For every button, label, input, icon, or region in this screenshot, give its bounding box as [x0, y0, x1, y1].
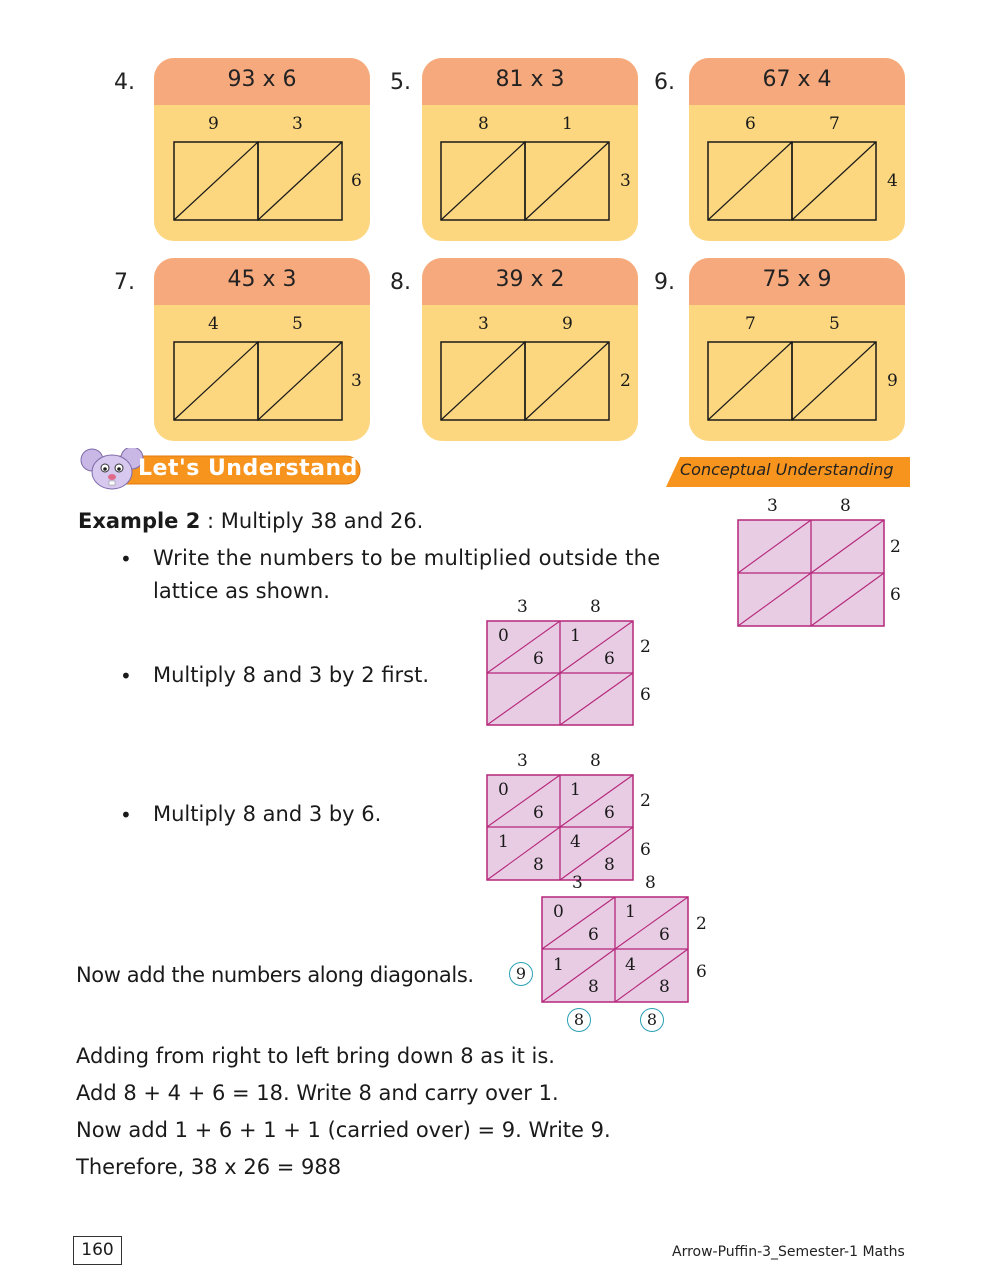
problem-number: 5.	[390, 70, 411, 95]
explanation-line: Adding from right to left bring down 8 as it is.	[76, 1044, 555, 1068]
lattice-side-digit: 2	[640, 791, 651, 811]
digit-top: 5	[292, 314, 303, 334]
problem-title: 81 x 3	[422, 58, 638, 105]
digit-top: 7	[745, 314, 756, 334]
lattice-top-digit: 3	[767, 496, 778, 516]
lattice-side-digit: 2	[890, 537, 901, 557]
problem-title: 45 x 3	[154, 258, 370, 305]
digit-top: 9	[208, 114, 219, 134]
cell-ones: 8	[533, 855, 544, 875]
digit-top: 7	[829, 114, 840, 134]
empty-lattice	[173, 341, 344, 421]
bullet-text: Multiply 8 and 3 by 2 first.	[153, 663, 430, 687]
problem-number: 6.	[654, 70, 675, 95]
bullet-dot: •	[120, 664, 132, 688]
problem-number: 7.	[114, 270, 135, 295]
lattice-side-digit: 6	[890, 585, 901, 605]
cell-tens: 4	[625, 955, 636, 975]
empty-lattice	[707, 141, 878, 221]
digit-top: 8	[478, 114, 489, 134]
lattice-top-digit: 8	[840, 496, 851, 516]
digit-side: 3	[351, 371, 362, 391]
example-heading	[78, 509, 423, 533]
result-digit-circle: 9	[509, 962, 533, 986]
result-digit-circle: 8	[640, 1008, 664, 1032]
problem-title: 39 x 2	[422, 258, 638, 305]
lattice-side-digit: 6	[696, 962, 707, 982]
example-label: Example 2	[78, 509, 201, 533]
cell-ones: 6	[659, 925, 670, 945]
lattice-top-digit: 3	[572, 873, 583, 893]
cell-tens: 0	[553, 902, 564, 922]
cell-tens: 1	[553, 955, 564, 975]
digit-top: 3	[292, 114, 303, 134]
explanation-line: Add 8 + 4 + 6 = 18. Write 8 and carry over 1.	[76, 1081, 559, 1105]
cell-tens: 0	[498, 780, 509, 800]
cell-ones: 8	[588, 977, 599, 997]
bullet-dot: •	[120, 803, 132, 827]
cell-ones: 6	[533, 803, 544, 823]
digit-side: 6	[351, 171, 362, 191]
digit-side: 2	[620, 371, 631, 391]
digit-top: 3	[478, 314, 489, 334]
bullet-text: Write the numbers to be multiplied outside the	[153, 546, 661, 570]
digit-side: 9	[887, 371, 898, 391]
cell-ones: 8	[659, 977, 670, 997]
digit-top: 1	[562, 114, 573, 134]
digit-top: 6	[745, 114, 756, 134]
problem-title: 93 x 6	[154, 58, 370, 105]
bullet-text: lattice as shown.	[153, 579, 330, 603]
problem-title: 75 x 9	[689, 258, 905, 305]
banner-title: Let's Understand	[138, 456, 358, 481]
page-number: 160	[73, 1236, 122, 1265]
digit-top: 4	[208, 314, 219, 334]
cell-tens: 1	[498, 832, 509, 852]
problem-title: 67 x 4	[689, 58, 905, 105]
digit-side: 3	[620, 171, 631, 191]
explanation-line: Now add 1 + 6 + 1 + 1 (carried over) = 9. Write 9.	[76, 1118, 611, 1142]
cell-tens: 1	[625, 902, 636, 922]
problem-number: 8.	[390, 270, 411, 295]
digit-side: 4	[887, 171, 898, 191]
cell-tens: 4	[570, 832, 581, 852]
example-separator: :	[200, 509, 221, 533]
lattice-side-digit: 2	[640, 637, 651, 657]
lattice-top-digit: 8	[590, 597, 601, 617]
lattice-top-digit: 3	[517, 751, 528, 771]
result-digit-circle: 8	[567, 1008, 591, 1032]
digit-top: 5	[829, 314, 840, 334]
lattice-grid	[737, 519, 885, 627]
tag-label: Conceptual Understanding	[680, 460, 894, 479]
bullet-dot: •	[120, 547, 132, 571]
lattice-side-digit: 6	[640, 840, 651, 860]
lattice-top-digit: 3	[517, 597, 528, 617]
empty-lattice	[440, 341, 611, 421]
cell-ones: 6	[604, 649, 615, 669]
cell-ones: 6	[604, 803, 615, 823]
cell-tens: 0	[498, 626, 509, 646]
cell-tens: 1	[570, 780, 581, 800]
bullet-text: Multiply 8 and 3 by 6.	[153, 802, 382, 826]
problem-number: 9.	[654, 270, 675, 295]
example-question: Multiply 38 and 26.	[220, 509, 424, 533]
cell-ones: 6	[588, 925, 599, 945]
lattice-top-digit: 8	[590, 751, 601, 771]
problem-number: 4.	[114, 70, 135, 95]
lattice-side-digit: 2	[696, 914, 707, 934]
cell-tens: 1	[570, 626, 581, 646]
cell-ones: 8	[604, 855, 615, 875]
empty-lattice	[173, 141, 344, 221]
empty-lattice	[440, 141, 611, 221]
explanation-line: Therefore, 38 x 26 = 988	[76, 1155, 342, 1179]
add-diagonals-text: Now add the numbers along diagonals.	[76, 963, 474, 987]
cell-ones: 6	[533, 649, 544, 669]
book-title: Arrow-Puffin-3_Semester-1 Maths	[672, 1244, 905, 1260]
lattice-side-digit: 6	[640, 685, 651, 705]
lattice-top-digit: 8	[645, 873, 656, 893]
empty-lattice	[707, 341, 878, 421]
digit-top: 9	[562, 314, 573, 334]
